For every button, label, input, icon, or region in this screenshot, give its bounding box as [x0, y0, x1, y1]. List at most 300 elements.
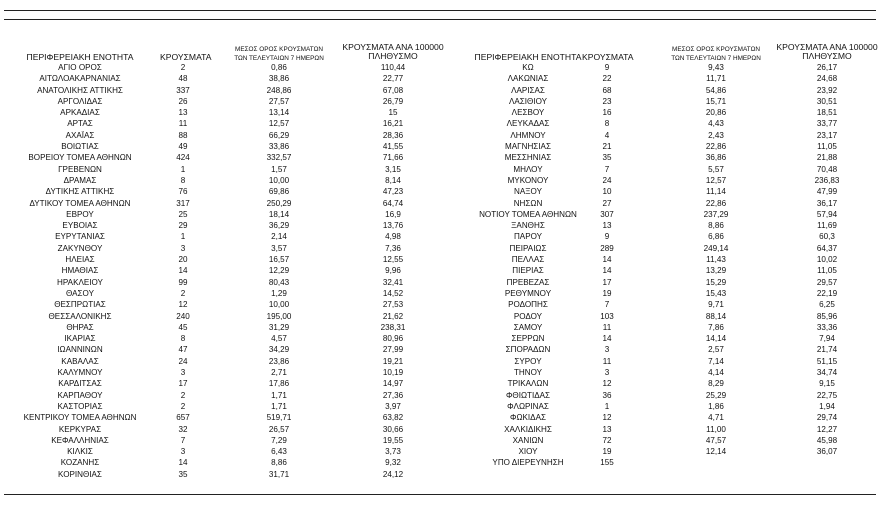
left-region-cell: ΚΟΖΑΝΗΣ — [60, 458, 100, 468]
table-row — [4, 311, 876, 322]
right-avg7-cell: 8,29 — [708, 379, 724, 389]
left-avg7-cell: 519,71 — [266, 413, 292, 423]
right-region-cell: ΜΑΓΝΗΣΙΑΣ — [505, 142, 551, 152]
table-row — [4, 175, 876, 186]
left-region-cell: ΘΗΡΑΣ — [66, 322, 94, 332]
left-avg7-cell: 26,57 — [268, 424, 290, 434]
right-avg7-cell: 2,57 — [708, 345, 724, 355]
left-region-cell: ΕΒΡΟΥ — [66, 209, 94, 219]
left-avg7-cell: 332,57 — [266, 153, 292, 163]
right-cases-cell: 8 — [604, 119, 610, 129]
right-per100k-cell: 23,17 — [816, 130, 838, 140]
table-row — [4, 73, 876, 84]
right-per100k-cell: 29,74 — [816, 413, 838, 423]
left-region-cell: ΔΥΤΙΚΗΣ ΑΤΤΙΚΗΣ — [45, 187, 115, 197]
right-region-cell: ΣΥΡΟΥ — [514, 356, 542, 366]
left-avg7-cell: 250,29 — [266, 198, 292, 208]
left-region-cell: ΒΟΙΩΤΙΑΣ — [61, 142, 99, 152]
left-cases-cell: 88 — [178, 130, 188, 140]
left-region-cell: ΚΙΛΚΙΣ — [67, 447, 93, 457]
left-per100k-cell: 16,21 — [382, 119, 404, 129]
table-row — [4, 412, 876, 423]
left-avg7-cell: 34,29 — [268, 345, 290, 355]
right-region-cell: ΡΕΘΥΜΝΟΥ — [504, 288, 552, 298]
left-cases-cell: 2 — [180, 401, 186, 411]
left-region-cell: ΑΡΚΑΔΙΑΣ — [60, 108, 100, 118]
right-region-cell: ΠΙΕΡΙΑΣ — [512, 266, 544, 276]
left-avg7-cell: 2,71 — [271, 368, 287, 378]
left-cases-cell: 240 — [176, 311, 190, 321]
left-per100k-cell: 13,76 — [382, 221, 404, 231]
right-avg7-cell: 11,71 — [706, 74, 726, 84]
table-row — [4, 265, 876, 276]
left-region-cell: ΕΥΒΟΙΑΣ — [62, 221, 98, 231]
right-avg7-cell: 4,71 — [708, 413, 724, 423]
right-per100k-cell: 51,15 — [816, 356, 838, 366]
right-avg7-cell: 4,14 — [708, 368, 724, 378]
table-row — [4, 231, 876, 242]
right-cases-cell: 12 — [602, 379, 612, 389]
right-per100k-cell: 70,48 — [816, 164, 838, 174]
right-avg7-cell: 5,57 — [708, 164, 724, 174]
left-cases-cell: 25 — [178, 209, 188, 219]
right-per100k-cell: 6,25 — [819, 300, 835, 310]
left-cases-cell: 14 — [178, 266, 188, 276]
left-avg7-cell: 66,29 — [268, 130, 290, 140]
left-region-cell: ΗΛΕΙΑΣ — [65, 255, 95, 265]
left-per100k-cell: 7,36 — [385, 243, 401, 253]
right-cases-cell: 10 — [602, 187, 612, 197]
table-row — [4, 198, 876, 209]
left-avg7-cell: 27,57 — [268, 96, 290, 106]
left-avg7-cell: 4,57 — [271, 334, 287, 344]
right-per100k-cell: 26,17 — [816, 63, 838, 72]
right-region-cell: ΠΑΡΟΥ — [513, 232, 543, 242]
left-cases-cell: 99 — [178, 277, 188, 287]
right-cases-cell: 3 — [604, 345, 610, 355]
left-region-cell: ΚΕΦΑΛΛΗΝΙΑΣ — [51, 435, 109, 445]
left-cases-cell: 17 — [178, 379, 188, 389]
right-region-cell: ΛΑΚΩΝΙΑΣ — [507, 74, 549, 84]
left-per100k-cell: 9,96 — [385, 266, 401, 276]
left-per100k-cell: 27,99 — [382, 345, 404, 355]
left-per100k-cell: 12,55 — [382, 255, 404, 265]
right-per100k-cell: 23,92 — [816, 85, 838, 95]
right-region-cell: ΡΟΔΟΥ — [513, 311, 543, 321]
right-cases-cell: 19 — [602, 288, 612, 298]
right-avg7-cell: 8,86 — [708, 221, 724, 231]
left-cases-cell: 12 — [178, 300, 188, 310]
right-cases-cell: 14 — [602, 266, 612, 276]
left-region-cell: ΑΓΙΟ ΟΡΟΣ — [58, 63, 102, 72]
table-row — [4, 164, 876, 175]
table-row — [4, 243, 876, 254]
right-region-cell: ΛΑΡΙΣΑΣ — [511, 85, 545, 95]
right-avg7-cell: 54,86 — [705, 85, 727, 95]
right-avg7-cell: 11,14 — [706, 187, 726, 197]
left-cases-cell: 14 — [178, 458, 188, 468]
right-avg7-cell: 12,57 — [705, 175, 727, 185]
header-avg-line2-right: ΤΩΝ ΤΕΛΕΥΤΑΙΩΝ 7 ΗΜΕΡΩΝ — [671, 55, 761, 62]
table-row — [4, 333, 876, 344]
right-cases-cell: 11 — [602, 322, 612, 332]
right-avg7-cell: 9,71 — [708, 300, 724, 310]
left-cases-cell: 48 — [178, 74, 188, 84]
left-avg7-cell: 36,29 — [268, 221, 290, 231]
right-per100k-cell: 7,94 — [819, 334, 835, 344]
left-region-cell: ΔΥΤΙΚΟΥ ΤΟΜΕΑ ΑΘΗΝΩΝ — [29, 198, 131, 208]
left-region-cell: ΕΥΡΥΤΑΝΙΑΣ — [55, 232, 105, 242]
left-avg7-cell: 10,00 — [268, 300, 290, 310]
right-per100k-cell: 12,27 — [816, 424, 838, 434]
left-per100k-cell: 64,74 — [382, 198, 404, 208]
right-cases-cell: 24 — [602, 175, 612, 185]
right-avg7-cell: 15,29 — [705, 277, 727, 287]
right-cases-cell: 289 — [600, 243, 614, 253]
left-avg7-cell: 33,86 — [268, 142, 290, 152]
left-cases-cell: 8 — [180, 175, 186, 185]
left-avg7-cell: 31,71 — [268, 469, 290, 479]
table-row — [4, 288, 876, 299]
right-cases-cell: 103 — [600, 311, 614, 321]
right-per100k-cell: 21,88 — [816, 153, 838, 163]
right-cases-cell: 23 — [602, 96, 612, 106]
right-region-cell: ΛΑΣΙΘΙΟΥ — [508, 96, 548, 106]
left-per100k-cell: 3,15 — [385, 164, 401, 174]
left-per100k-cell: 10,19 — [382, 368, 404, 378]
right-region-cell: ΜΗΛΟΥ — [513, 164, 543, 174]
left-region-cell: ΚΑΒΑΛΑΣ — [61, 356, 99, 366]
left-avg7-cell: 1,71 — [271, 401, 287, 411]
left-per100k-cell: 8,14 — [385, 175, 401, 185]
left-per100k-cell: 63,82 — [382, 413, 404, 423]
left-cases-cell: 2 — [180, 63, 186, 72]
left-per100k-cell: 19,55 — [382, 435, 404, 445]
header-cases: ΚΡΟΥΣΜΑΤΑ — [160, 52, 212, 62]
left-region-cell: ΚΑΡΔΙΤΣΑΣ — [58, 379, 102, 389]
left-avg7-cell: 69,86 — [268, 187, 290, 197]
right-region-cell: ΧΙΟΥ — [518, 447, 538, 457]
right-avg7-cell: 11,43 — [706, 255, 726, 265]
left-per100k-cell: 3,97 — [385, 401, 401, 411]
right-per100k-cell: 33,77 — [816, 119, 838, 129]
top-rule — [4, 10, 876, 11]
header-per100k-right — [774, 43, 880, 61]
header-region: ΠΕΡΙΦΕΡΕΙΑΚΗ ΕΝΟΤΗΤΑ — [26, 52, 134, 62]
header-per100k-line2: ΠΛΗΘΥΣΜΟ — [368, 51, 418, 61]
left-per100k-cell: 3,73 — [385, 447, 401, 457]
right-region-cell: ΦΩΚΙΔΑΣ — [510, 413, 546, 423]
right-cases-cell: 72 — [602, 435, 612, 445]
left-region-cell: ΚΕΡΚΥΡΑΣ — [58, 424, 102, 434]
left-cases-cell: 2 — [180, 288, 186, 298]
table-row — [4, 85, 876, 96]
right-avg7-cell: 15,43 — [705, 288, 727, 298]
right-avg7-cell: 36,86 — [705, 153, 727, 163]
left-per100k-cell: 14,97 — [382, 379, 404, 389]
left-region-cell: ΚΑΣΤΟΡΙΑΣ — [57, 401, 103, 411]
right-avg7-cell: 4,43 — [708, 119, 724, 129]
table-row — [4, 107, 876, 118]
right-region-cell: ΧΑΛΚΙΔΙΚΗΣ — [504, 424, 552, 434]
right-avg7-cell: 88,14 — [705, 311, 727, 321]
right-cases-cell: 12 — [602, 413, 612, 423]
right-cases-cell: 7 — [604, 164, 610, 174]
right-per100k-cell: 85,96 — [816, 311, 838, 321]
left-avg7-cell: 6,43 — [271, 447, 287, 457]
left-region-cell: ΘΕΣΣΑΛΟΝΙΚΗΣ — [48, 311, 112, 321]
right-region-cell: ΤΡΙΚΑΛΩΝ — [507, 379, 549, 389]
table-row — [4, 130, 876, 141]
right-avg7-cell: 6,86 — [708, 232, 724, 242]
left-avg7-cell: 38,86 — [268, 74, 290, 84]
left-region-cell: ΗΜΑΘΙΑΣ — [61, 266, 99, 276]
right-avg7-cell: 9,43 — [708, 63, 724, 72]
right-per100k-cell: 21,74 — [816, 345, 838, 355]
table-row — [4, 446, 876, 457]
right-region-cell: ΝΑΞΟΥ — [514, 187, 542, 197]
right-region-cell: ΛΕΣΒΟΥ — [511, 108, 545, 118]
right-cases-cell: 16 — [602, 108, 612, 118]
table-row — [4, 435, 876, 446]
right-region-cell: ΠΡΕΒΕΖΑΣ — [506, 277, 550, 287]
left-per100k-cell: 238,31 — [380, 322, 406, 332]
table-row — [4, 220, 876, 231]
right-cases-cell: 4 — [604, 130, 610, 140]
left-cases-cell: 8 — [180, 334, 186, 344]
right-per100k-cell: 36,17 — [816, 198, 838, 208]
right-avg7-cell: 15,71 — [705, 96, 727, 106]
left-region-cell: ΚΟΡΙΝΘΙΑΣ — [58, 469, 102, 479]
left-region-cell: ΙΚΑΡΙΑΣ — [64, 334, 96, 344]
right-per100k-cell: 22,19 — [816, 288, 838, 298]
left-region-cell: ΘΕΣΠΡΩΤΙΑΣ — [54, 300, 106, 310]
right-region-cell: ΥΠΟ ΔΙΕΡΕΥΝΗΣΗ — [492, 458, 564, 468]
left-per100k-cell: 19,21 — [382, 356, 404, 366]
left-avg7-cell: 23,86 — [268, 356, 290, 366]
left-avg7-cell: 13,14 — [268, 108, 290, 118]
right-cases-cell: 155 — [600, 458, 614, 468]
left-cases-cell: 13 — [178, 108, 188, 118]
left-region-cell: ΔΡΑΜΑΣ — [63, 175, 97, 185]
header-per100k-line1: ΚΡΟΥΣΜΑΤΑ ΑΝΑ 100000 — [342, 42, 444, 52]
right-cases-cell: 1 — [604, 401, 610, 411]
right-avg7-cell: 14,14 — [705, 334, 727, 344]
right-cases-cell: 307 — [600, 209, 614, 219]
right-cases-cell: 36 — [602, 390, 612, 400]
right-region-cell: ΠΕΛΛΑΣ — [511, 255, 545, 265]
right-avg7-cell: 12,14 — [705, 447, 727, 457]
left-per100k-cell: 30,66 — [382, 424, 404, 434]
right-region-cell: ΦΛΩΡΙΝΑΣ — [507, 401, 549, 411]
right-region-cell: ΝΗΣΩΝ — [513, 198, 543, 208]
right-per100k-cell: 9,15 — [819, 379, 835, 389]
right-cases-cell: 13 — [602, 221, 612, 231]
left-per100k-cell: 28,36 — [382, 130, 404, 140]
table-row — [4, 424, 876, 435]
right-cases-cell: 7 — [604, 300, 610, 310]
right-avg7-cell: 22,86 — [705, 198, 727, 208]
table-row — [4, 254, 876, 265]
left-per100k-cell: 71,66 — [382, 153, 404, 163]
left-per100k-cell: 21,62 — [382, 311, 404, 321]
right-avg7-cell: 11,00 — [706, 424, 726, 434]
left-avg7-cell: 12,29 — [268, 266, 290, 276]
right-region-cell: ΞΑΝΘΗΣ — [511, 221, 545, 231]
right-per100k-cell: 29,57 — [816, 277, 838, 287]
left-region-cell: ΑΡΤΑΣ — [67, 119, 93, 129]
left-per100k-cell: 67,08 — [382, 85, 404, 95]
left-avg7-cell: 3,57 — [271, 243, 287, 253]
right-per100k-cell: 64,37 — [816, 243, 838, 253]
right-per100k-cell: 30,51 — [816, 96, 838, 106]
left-avg7-cell: 2,14 — [271, 232, 287, 242]
left-avg7-cell: 1,57 — [271, 164, 287, 174]
left-cases-cell: 20 — [178, 255, 188, 265]
right-per100k-cell: 36,07 — [816, 447, 838, 457]
left-cases-cell: 45 — [178, 322, 188, 332]
left-region-cell: ΖΑΚΥΝΘΟΥ — [57, 243, 103, 253]
left-cases-cell: 7 — [180, 435, 186, 445]
cases-table — [4, 38, 876, 480]
right-per100k-cell: 45,98 — [816, 435, 838, 445]
left-cases-cell: 32 — [178, 424, 188, 434]
left-per100k-cell: 110,44 — [380, 63, 406, 72]
right-avg7-cell: 237,29 — [703, 209, 729, 219]
right-cases-cell: 11 — [602, 356, 612, 366]
left-avg7-cell: 31,29 — [268, 322, 290, 332]
right-region-cell: ΠΕΙΡΑΙΩΣ — [509, 243, 547, 253]
right-avg7-cell: 2,43 — [708, 130, 724, 140]
left-cases-cell: 35 — [178, 469, 188, 479]
header-avg-line2: ΤΩΝ ΤΕΛΕΥΤΑΙΩΝ 7 ΗΜΕΡΩΝ — [234, 55, 324, 62]
left-per100k-cell: 27,53 — [382, 300, 404, 310]
right-cases-cell: 14 — [602, 334, 612, 344]
left-per100k-cell: 9,32 — [385, 458, 401, 468]
right-region-cell: ΡΟΔΟΠΗΣ — [508, 300, 548, 310]
table-body — [4, 62, 876, 480]
table-row — [4, 344, 876, 355]
left-avg7-cell: 7,29 — [271, 435, 287, 445]
right-region-cell: ΜΕΣΣΗΝΙΑΣ — [504, 153, 552, 163]
right-per100k-cell: 11,05 — [817, 142, 837, 152]
header-per100k-line1-right: ΚΡΟΥΣΜΑΤΑ ΑΝΑ 100000 — [776, 42, 878, 52]
left-cases-cell: 3 — [180, 447, 186, 457]
right-cases-cell: 35 — [602, 153, 612, 163]
right-per100k-cell: 11,05 — [817, 266, 837, 276]
right-avg7-cell: 7,86 — [708, 322, 724, 332]
left-cases-cell: 24 — [178, 356, 188, 366]
right-region-cell: ΣΠΟΡΑΔΩΝ — [505, 345, 551, 355]
left-per100k-cell: 80,96 — [382, 334, 404, 344]
right-region-cell: ΜΥΚΟΝΟΥ — [507, 175, 549, 185]
table-row — [4, 469, 876, 480]
table-row — [4, 277, 876, 288]
left-cases-cell: 3 — [180, 368, 186, 378]
left-per100k-cell: 27,36 — [382, 390, 404, 400]
right-per100k-cell: 18,51 — [816, 108, 838, 118]
left-region-cell: ΑΙΤΩΛΟΑΚΑΡΝΑΝΙΑΣ — [39, 74, 121, 84]
left-per100k-cell: 24,12 — [382, 469, 404, 479]
left-region-cell: ΑΝΑΤΟΛΙΚΗΣ ΑΤΤΙΚΗΣ — [37, 85, 123, 95]
left-avg7-cell: 1,71 — [271, 390, 287, 400]
left-region-cell: ΚΑΡΠΑΘΟΥ — [57, 390, 103, 400]
left-avg7-cell: 10,00 — [268, 175, 290, 185]
left-region-cell: ΒΟΡΕΙΟΥ ΤΟΜΕΑ ΑΘΗΝΩΝ — [28, 153, 132, 163]
right-avg7-cell: 25,29 — [705, 390, 727, 400]
right-per100k-cell: 1,94 — [819, 401, 835, 411]
right-cases-cell: 68 — [602, 85, 612, 95]
right-avg7-cell: 13,29 — [705, 266, 727, 276]
bottom-rule — [4, 494, 876, 495]
left-avg7-cell: 16,57 — [268, 255, 290, 265]
left-cases-cell: 49 — [178, 142, 188, 152]
left-cases-cell: 47 — [178, 345, 188, 355]
right-per100k-cell: 34,74 — [816, 368, 838, 378]
left-avg7-cell: 195,00 — [266, 311, 292, 321]
left-avg7-cell: 80,43 — [268, 277, 290, 287]
right-per100k-cell: 57,94 — [816, 209, 838, 219]
table-row — [4, 209, 876, 220]
right-cases-cell: 13 — [602, 424, 612, 434]
right-per100k-cell: 47,99 — [816, 187, 838, 197]
top-rule-second — [4, 19, 876, 20]
right-cases-cell: 19 — [602, 447, 612, 457]
table-row — [4, 186, 876, 197]
right-cases-cell: 17 — [602, 277, 612, 287]
left-per100k-cell: 26,79 — [382, 96, 404, 106]
left-per100k-cell: 32,41 — [382, 277, 404, 287]
left-region-cell: ΘΑΣΟΥ — [66, 288, 94, 298]
header-cases-right: ΚΡΟΥΣΜΑΤΑ — [582, 52, 634, 62]
left-cases-cell: 424 — [176, 153, 190, 163]
left-avg7-cell: 18,14 — [268, 209, 290, 219]
left-cases-cell: 76 — [178, 187, 188, 197]
right-avg7-cell: 7,14 — [708, 356, 724, 366]
left-per100k-cell: 14,52 — [382, 288, 404, 298]
right-cases-cell: 22 — [602, 74, 612, 84]
left-avg7-cell: 1,29 — [271, 288, 287, 298]
header-region-right: ΠΕΡΙΦΕΡΕΙΑΚΗ ΕΝΟΤΗΤΑ — [474, 52, 582, 62]
header-per100k — [340, 43, 446, 61]
right-cases-cell: 9 — [604, 232, 610, 242]
header-avg — [229, 45, 329, 63]
right-cases-cell: 14 — [602, 255, 612, 265]
left-region-cell: ΓΡΕΒΕΝΩΝ — [58, 164, 102, 174]
left-region-cell: ΑΧΑΪΑΣ — [65, 130, 95, 140]
right-avg7-cell: 22,86 — [705, 142, 727, 152]
table-row — [4, 378, 876, 389]
table-row — [4, 457, 876, 468]
left-region-cell: ΚΕΝΤΡΙΚΟΥ ΤΟΜΕΑ ΑΘΗΝΩΝ — [23, 413, 137, 423]
left-per100k-cell: 47,23 — [382, 187, 404, 197]
right-region-cell: ΧΑΝΙΩΝ — [512, 435, 544, 445]
left-cases-cell: 11 — [178, 119, 188, 129]
right-cases-cell: 27 — [602, 198, 612, 208]
table-row — [4, 118, 876, 129]
table-row — [4, 152, 876, 163]
left-region-cell: ΑΡΓΟΛΙΔΑΣ — [57, 96, 103, 106]
header-avg-line1-right: ΜΕΣΟΣ ΟΡΟΣ ΚΡΟΥΣΜΑΤΩΝ — [672, 46, 760, 53]
left-cases-cell: 26 — [178, 96, 188, 106]
left-per100k-cell: 16,9 — [385, 209, 401, 219]
right-avg7-cell: 249,14 — [703, 243, 729, 253]
left-region-cell: ΚΑΛΥΜΝΟΥ — [57, 368, 103, 378]
table-row — [4, 141, 876, 152]
left-avg7-cell: 17,86 — [268, 379, 290, 389]
table-row — [4, 62, 876, 73]
left-cases-cell: 1 — [180, 232, 186, 242]
